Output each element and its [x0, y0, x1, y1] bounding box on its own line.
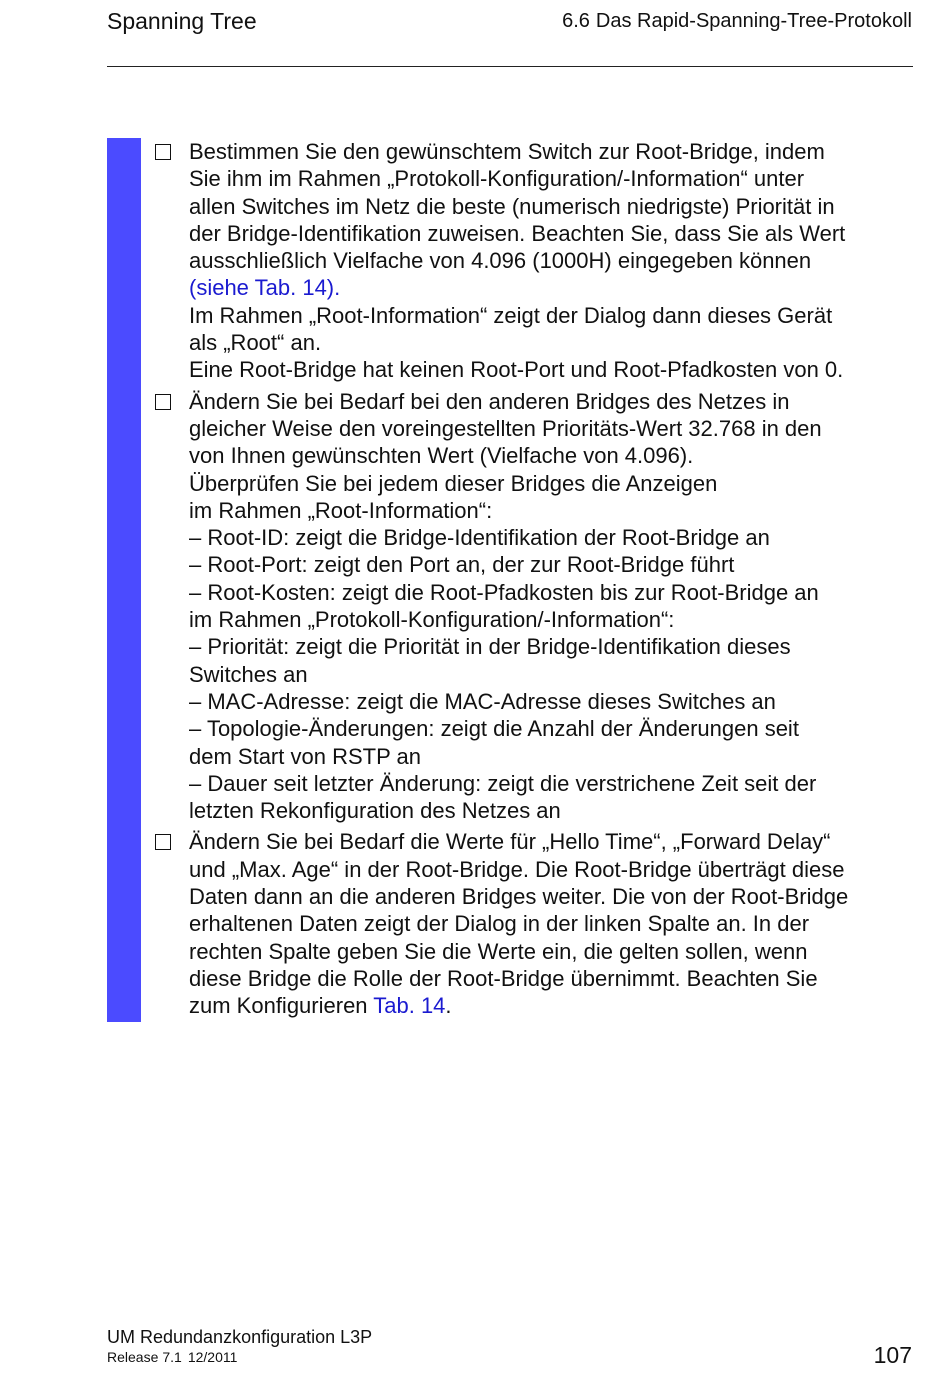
instruction-sidebar-marker	[107, 138, 141, 1022]
release-label: Release	[107, 1349, 159, 1365]
text-line: von Ihnen gewünschten Wert (Vielfache von 4.096).	[189, 443, 694, 469]
text-line: dem Start von RSTP an	[189, 743, 421, 769]
text-line: Ändern Sie bei Bedarf bei den anderen Bridges des Netzes in	[189, 388, 790, 414]
text-line: Überprüfen Sie bei jedem dieser Bridges die Anzeigen	[189, 470, 718, 496]
step-1	[155, 138, 915, 384]
list-item: – Root-Port: zeigt den Port an, der zur Root-Bridge führt	[189, 552, 735, 578]
footer-release-info	[107, 1348, 237, 1366]
section-title: Das Rapid-Spanning-Tree-Protokoll	[595, 10, 912, 32]
text-line: rechten Spalte geben Sie die Werte ein, die gelten sollen, wenn	[189, 938, 808, 964]
running-header-chapter: Spanning Tree	[107, 8, 257, 34]
instruction-steps	[155, 138, 915, 1024]
step-text	[189, 828, 915, 1019]
running-header-section	[562, 8, 912, 34]
text-line: Im Rahmen „Root-Information“ zeigt der Dialog dann dieses Gerät	[189, 302, 833, 328]
text-line: im Rahmen „Root-Information“:	[189, 497, 493, 523]
text-line: erhaltenen Daten zeigt der Dialog in der linken Spalte an. In der	[189, 911, 810, 937]
list-item: – MAC-Adresse: zeigt die MAC-Adresse dieses Switches an	[189, 688, 776, 714]
section-number: 6.6	[562, 10, 590, 32]
list-item: – Topologie-Änderungen: zeigt die Anzahl der Änderungen seit	[189, 716, 799, 742]
text-line: allen Switches im Netz die beste (numerisch niedrigste) Priorität in	[189, 193, 835, 219]
text-line: Sie ihm im Rahmen „Protokoll-Konfiguration/-Information“ unter	[189, 166, 805, 192]
text-line: Daten dann an die anderen Bridges weiter. Die von der Root-Bridge	[189, 884, 849, 910]
step-text	[189, 138, 915, 384]
text-fragment: .	[445, 993, 452, 1019]
text-line	[189, 274, 915, 301]
text-line: im Rahmen „Protokoll-Konfiguration/-Information“:	[189, 607, 675, 633]
link-punctuation: .	[334, 275, 341, 301]
step-3	[155, 828, 915, 1019]
text-line: gleicher Weise den voreingestellten Prioritäts-Wert 32.768 in den	[189, 415, 822, 441]
step-2	[155, 388, 915, 825]
text-line: letzten Rekonfiguration des Netzes an	[189, 798, 561, 824]
text-line: ausschließlich Vielfache von 4.096 (1000H) eingegeben können	[189, 248, 812, 274]
table-reference-link[interactable]: Tab. 14	[373, 993, 446, 1019]
text-line: und „Max. Age“ in der Root-Bridge. Die Root-Bridge überträgt diese	[189, 856, 845, 882]
step-checkbox[interactable]	[155, 394, 171, 410]
step-checkbox[interactable]	[155, 144, 171, 160]
text-line: Ändern Sie bei Bedarf die Werte für „Hello Time“, „Forward Delay“	[189, 829, 831, 855]
footer-manual-title: UM Redundanzkonfiguration L3P	[107, 1327, 373, 1347]
text-line	[189, 992, 915, 1019]
list-item: – Dauer seit letzter Änderung: zeigt die verstrichene Zeit seit der	[189, 770, 817, 796]
release-number: 7.1	[162, 1349, 182, 1365]
table-reference-link[interactable]: (siehe Tab. 14)	[189, 275, 335, 301]
text-line: als „Root“ an.	[189, 330, 322, 356]
step-text	[189, 388, 915, 825]
list-item: – Root-ID: zeigt die Bridge-Identifikation der Root-Bridge an	[189, 525, 770, 551]
text-line: Eine Root-Bridge hat keinen Root-Port und Root-Pfadkosten von 0.	[189, 357, 844, 383]
page-number: 107	[873, 1342, 912, 1368]
list-item: – Priorität: zeigt die Priorität in der Bridge-Identifikation dieses	[189, 634, 791, 660]
text-fragment: zum Konfigurieren	[189, 993, 374, 1019]
text-line: der Bridge-Identifikation zuweisen. Beachten Sie, dass Sie als Wert	[189, 220, 846, 246]
step-checkbox[interactable]	[155, 834, 171, 850]
list-item: – Root-Kosten: zeigt die Root-Pfadkosten bis zur Root-Bridge an	[189, 579, 819, 605]
header-divider	[107, 66, 913, 67]
text-line: Switches an	[189, 661, 308, 687]
release-date: 12/2011	[187, 1349, 238, 1365]
text-line: Bestimmen Sie den gewünschtem Switch zur Root-Bridge, indem	[189, 139, 825, 164]
text-line: diese Bridge die Rolle der Root-Bridge übernimmt. Beachten Sie	[189, 965, 818, 991]
